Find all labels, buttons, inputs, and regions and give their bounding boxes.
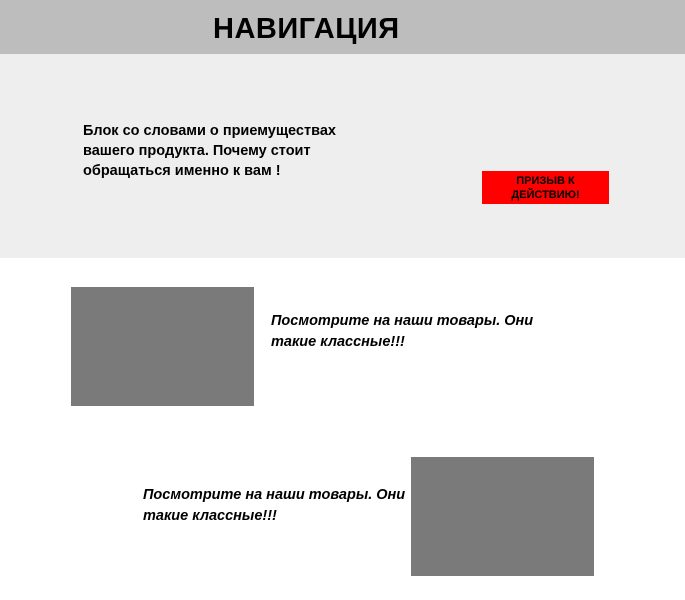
product-description: Посмотрите на наши товары. Они такие классные!!! bbox=[271, 313, 534, 350]
call-to-action-label: ПРИЗЫВ К ДЕЙСТВИЮ! bbox=[511, 174, 580, 201]
hero-benefits-text: Блок со словами о приемуществах вашего продукта. Почему стоит обращаться именно к вам ! bbox=[83, 123, 336, 179]
navigation-title[interactable]: НАВИГАЦИЯ bbox=[213, 13, 400, 45]
call-to-action-button[interactable] bbox=[482, 171, 609, 204]
product-image-placeholder bbox=[411, 457, 594, 576]
product-image-placeholder bbox=[71, 287, 254, 406]
product-description: Посмотрите на наши товары. Они такие классные!!! bbox=[143, 487, 406, 524]
navigation-bar bbox=[0, 0, 685, 54]
hero-section bbox=[0, 54, 685, 258]
